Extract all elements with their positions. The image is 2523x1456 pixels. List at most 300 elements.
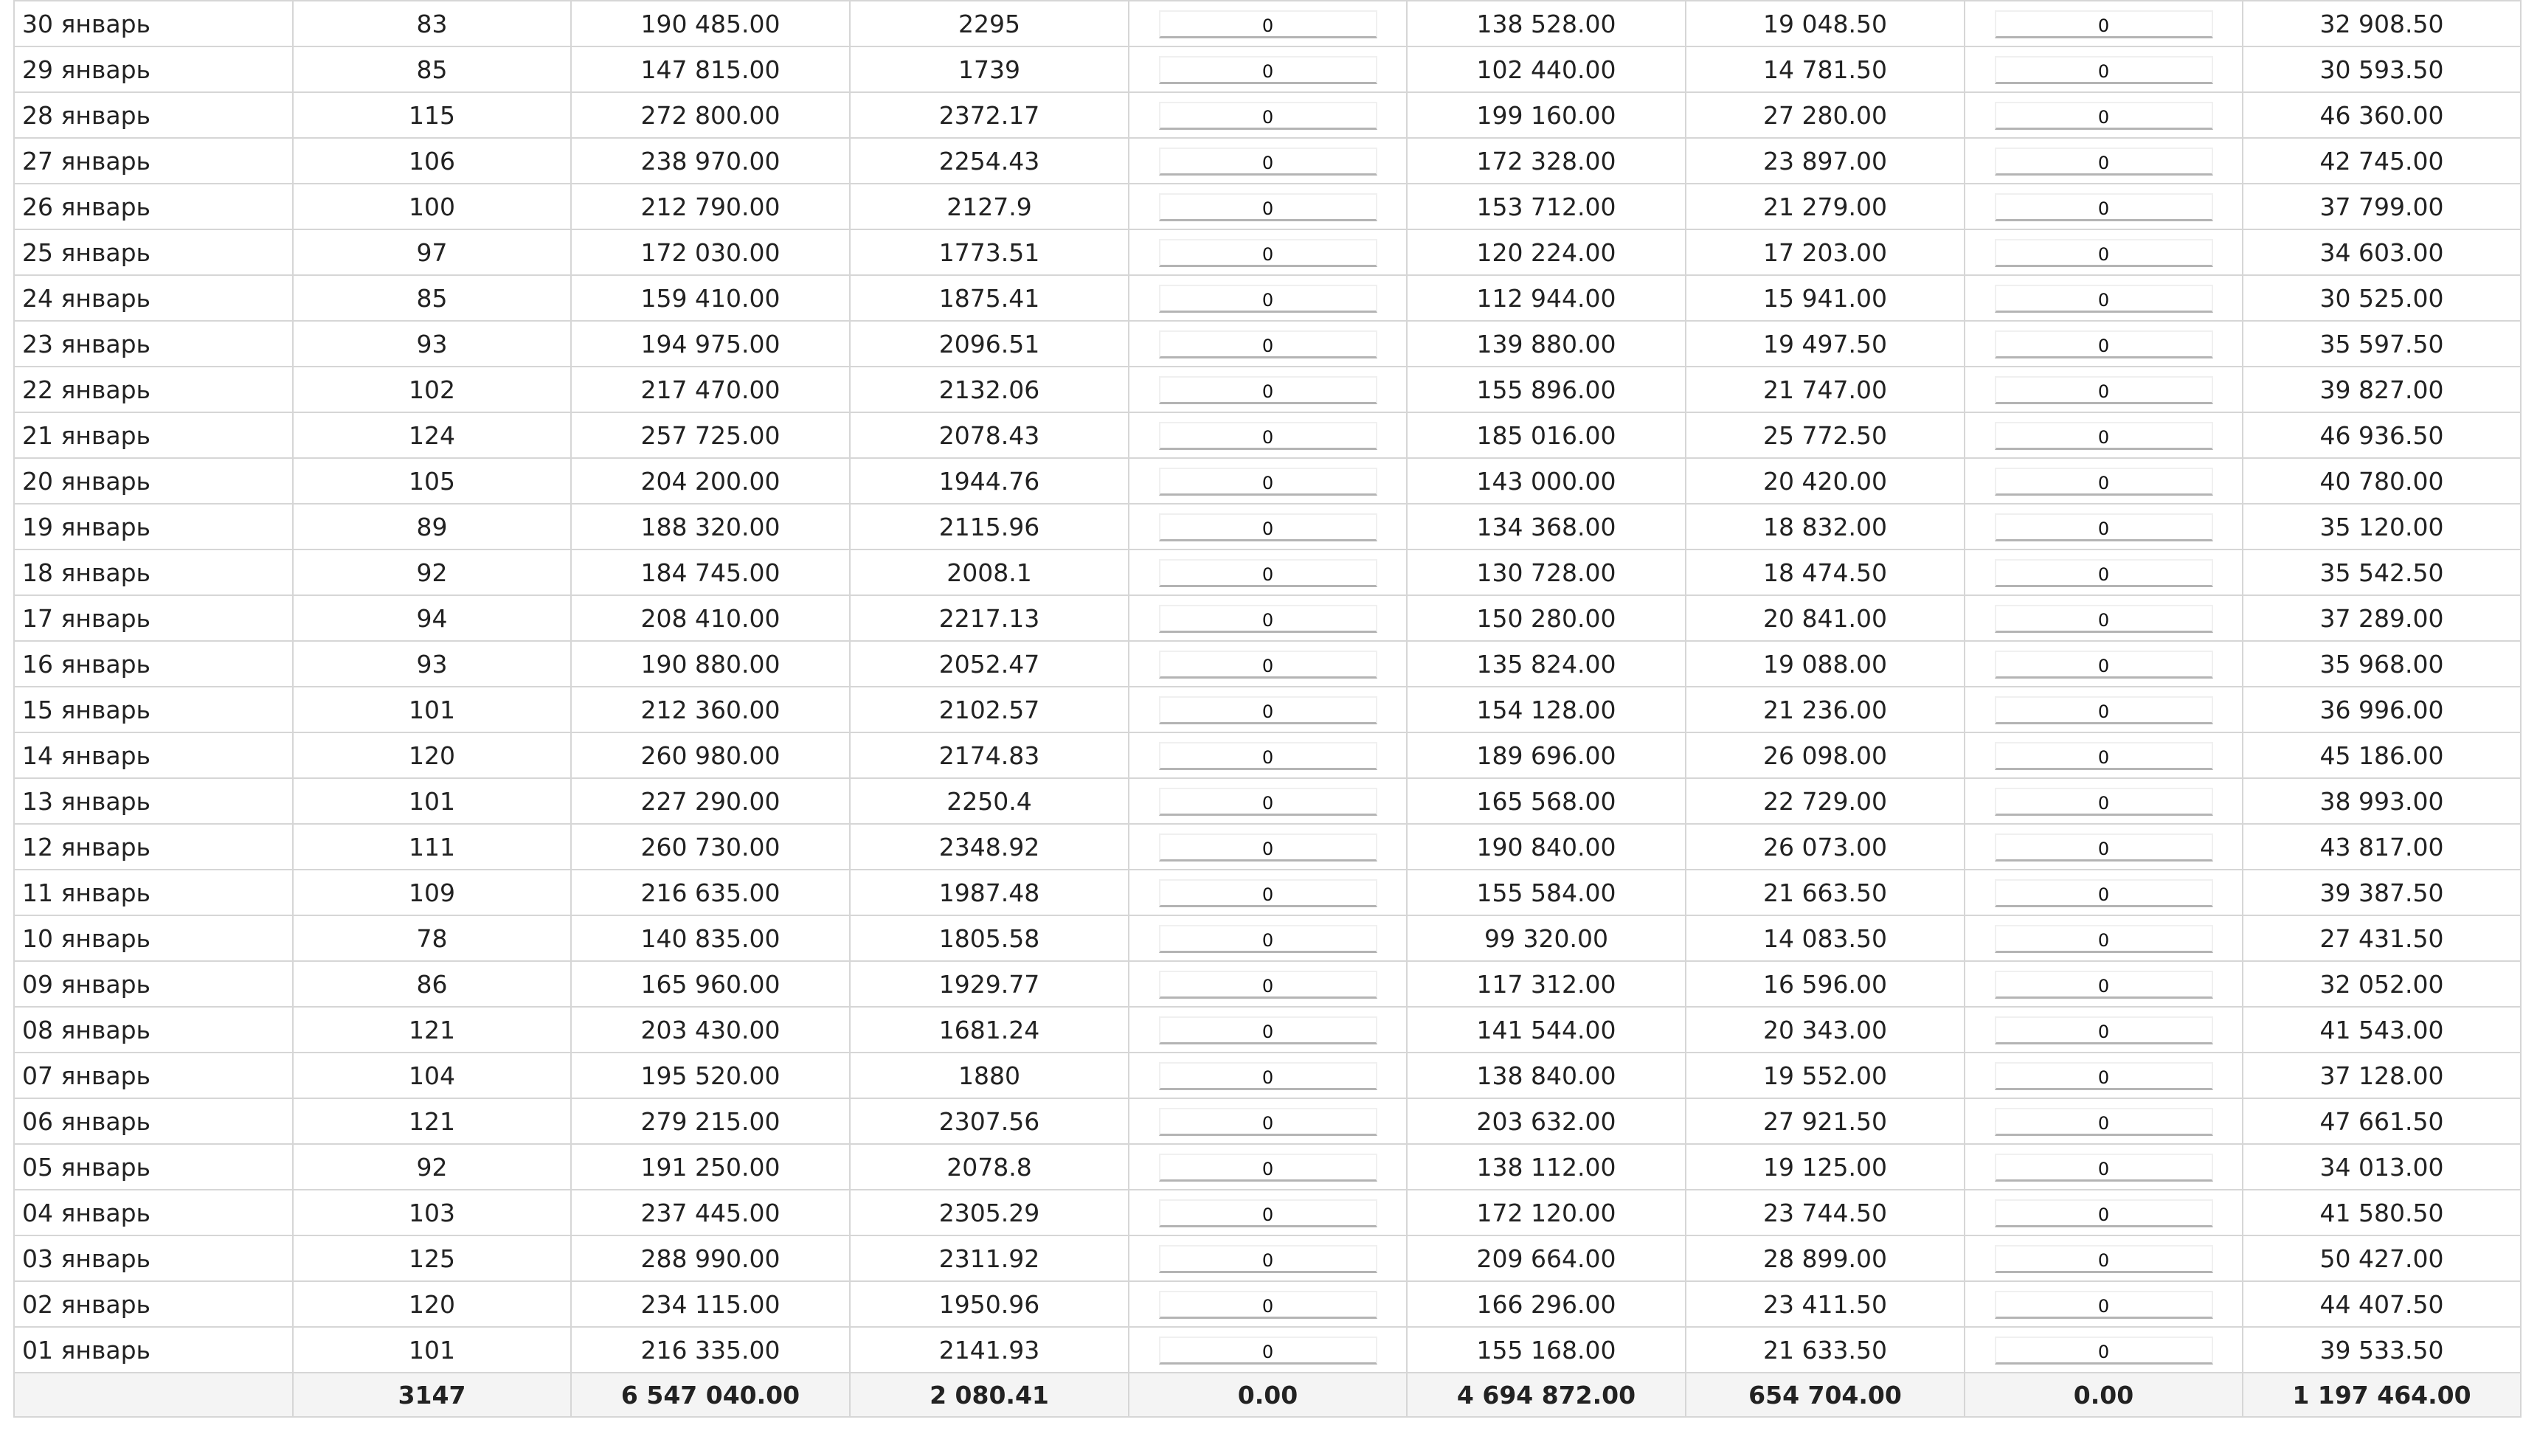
amount-cell-1: 112 944.00 [1407,275,1686,321]
amount-cell-3: 34 013.00 [2243,1144,2521,1190]
input-cell-2 [1965,229,2243,275]
value-input-2[interactable]: 0 [1995,788,2213,816]
average-cell: 2250.4 [850,778,1129,824]
table-row [14,732,2521,778]
input-cell-1 [1129,138,1407,184]
amount-cell-2: 23 411.50 [1686,1281,1965,1327]
average-cell: 2127.9 [850,184,1129,229]
average-cell: 2305.29 [850,1190,1129,1235]
table-row [14,275,2521,321]
date-cell: 23 январь [14,321,293,367]
value-input-1[interactable]: 0 [1159,376,1377,404]
sum-cell: 188 320.00 [571,504,850,550]
sum-cell: 260 730.00 [571,824,850,870]
value-input-2[interactable]: 0 [1995,285,2213,313]
amount-cell-1: 138 528.00 [1407,1,1686,46]
amount-cell-3: 39 533.50 [2243,1327,2521,1373]
table-row [14,1327,2521,1373]
value-input-2[interactable]: 0 [1995,1154,2213,1182]
amount-cell-1: 203 632.00 [1407,1098,1686,1144]
amount-cell-1: 185 016.00 [1407,412,1686,458]
amount-cell-2: 27 921.50 [1686,1098,1965,1144]
average-cell: 2372.17 [850,92,1129,138]
totals-row [14,1373,2521,1417]
table-row [14,915,2521,961]
date-cell: 25 январь [14,229,293,275]
amount-cell-2: 23 897.00 [1686,138,1965,184]
input-cell-1 [1129,915,1407,961]
amount-cell-2: 27 280.00 [1686,92,1965,138]
table-row [14,184,2521,229]
input-cell-1 [1129,778,1407,824]
value-input-1[interactable]: 0 [1159,651,1377,679]
amount-cell-1: 99 320.00 [1407,915,1686,961]
value-input-1[interactable]: 0 [1159,696,1377,724]
amount-cell-1: 139 880.00 [1407,321,1686,367]
amount-cell-2: 21 663.50 [1686,870,1965,915]
table-row [14,778,2521,824]
table-row [14,1144,2521,1190]
sum-cell: 216 335.00 [571,1327,850,1373]
sum-cell: 217 470.00 [571,367,850,412]
average-cell: 1773.51 [850,229,1129,275]
input-cell-1 [1129,687,1407,732]
average-cell: 2078.8 [850,1144,1129,1190]
amount-cell-2: 26 073.00 [1686,824,1965,870]
table-row [14,870,2521,915]
amount-cell-3: 41 543.00 [2243,1007,2521,1053]
total-amount-cell-2: 654 704.00 [1686,1373,1965,1417]
input-cell-2 [1965,1053,2243,1098]
amount-cell-3: 35 120.00 [2243,504,2521,550]
value-input-1[interactable]: 0 [1159,925,1377,953]
amount-cell-3: 30 525.00 [2243,275,2521,321]
input-cell-2 [1965,732,2243,778]
input-cell-2 [1965,961,2243,1007]
date-cell: 18 январь [14,550,293,595]
value-input-2[interactable]: 0 [1995,1245,2213,1273]
value-input-2[interactable]: 0 [1995,879,2213,907]
value-input-2[interactable]: 0 [1995,330,2213,358]
count-cell: 104 [293,1053,571,1098]
input-cell-1 [1129,732,1407,778]
count-cell: 89 [293,504,571,550]
amount-cell-3: 30 593.50 [2243,46,2521,92]
value-input-1[interactable]: 0 [1159,239,1377,267]
amount-cell-3: 27 431.50 [2243,915,2521,961]
amount-cell-1: 209 664.00 [1407,1235,1686,1281]
amount-cell-1: 102 440.00 [1407,46,1686,92]
value-input-2[interactable]: 0 [1995,376,2213,404]
date-cell: 09 январь [14,961,293,1007]
sum-cell: 195 520.00 [571,1053,850,1098]
average-cell: 2307.56 [850,1098,1129,1144]
sum-cell: 159 410.00 [571,275,850,321]
amount-cell-1: 199 160.00 [1407,92,1686,138]
value-input-1[interactable]: 0 [1159,1154,1377,1182]
table-row [14,46,2521,92]
count-cell: 85 [293,275,571,321]
amount-cell-3: 32 052.00 [2243,961,2521,1007]
sum-cell: 234 115.00 [571,1281,850,1327]
sum-cell: 237 445.00 [571,1190,850,1235]
value-input-2[interactable]: 0 [1995,1199,2213,1227]
input-cell-1 [1129,1281,1407,1327]
value-input-1[interactable]: 0 [1159,330,1377,358]
input-cell-1 [1129,870,1407,915]
amount-cell-3: 41 580.50 [2243,1190,2521,1235]
table-row [14,961,2521,1007]
amount-cell-2: 19 552.00 [1686,1053,1965,1098]
input-cell-1 [1129,1144,1407,1190]
amount-cell-2: 17 203.00 [1686,229,1965,275]
input-cell-1 [1129,46,1407,92]
amount-cell-2: 21 279.00 [1686,184,1965,229]
amount-cell-3: 39 387.50 [2243,870,2521,915]
value-input-2[interactable]: 0 [1995,1291,2213,1319]
date-cell: 28 январь [14,92,293,138]
value-input-1[interactable]: 0 [1159,1337,1377,1365]
value-input-1[interactable]: 0 [1159,971,1377,999]
value-input-2[interactable]: 0 [1995,742,2213,770]
value-input-2[interactable]: 0 [1995,102,2213,130]
amount-cell-1: 165 568.00 [1407,778,1686,824]
value-input-2[interactable]: 0 [1995,513,2213,541]
average-cell: 2348.92 [850,824,1129,870]
total-sum-cell: 6 547 040.00 [571,1373,850,1417]
table-row [14,1,2521,46]
amount-cell-2: 28 899.00 [1686,1235,1965,1281]
value-input-1[interactable]: 0 [1159,559,1377,587]
value-input-2[interactable]: 0 [1995,193,2213,221]
amount-cell-3: 46 936.50 [2243,412,2521,458]
input-cell-2 [1965,92,2243,138]
input-cell-2 [1965,595,2243,641]
table-row [14,138,2521,184]
amount-cell-3: 37 799.00 [2243,184,2521,229]
amount-cell-2: 14 083.50 [1686,915,1965,961]
total-amount-cell-3: 1 197 464.00 [2243,1373,2521,1417]
date-cell: 15 январь [14,687,293,732]
value-input-2[interactable]: 0 [1995,422,2213,450]
value-input-2[interactable]: 0 [1995,1016,2213,1044]
input-cell-2 [1965,367,2243,412]
amount-cell-3: 35 597.50 [2243,321,2521,367]
amount-cell-1: 117 312.00 [1407,961,1686,1007]
average-cell: 2217.13 [850,595,1129,641]
value-input-1[interactable]: 0 [1159,879,1377,907]
input-cell-1 [1129,458,1407,504]
daily-report-table [13,0,2522,1418]
input-cell-1 [1129,1327,1407,1373]
value-input-2[interactable]: 0 [1995,56,2213,84]
count-cell: 115 [293,92,571,138]
input-cell-1 [1129,824,1407,870]
table-row [14,1235,2521,1281]
value-input-2[interactable]: 0 [1995,559,2213,587]
input-cell-2 [1965,870,2243,915]
value-input-1[interactable]: 0 [1159,10,1377,38]
amount-cell-3: 42 745.00 [2243,138,2521,184]
table-row [14,92,2521,138]
amount-cell-3: 35 968.00 [2243,641,2521,687]
count-cell: 83 [293,1,571,46]
count-cell: 121 [293,1007,571,1053]
amount-cell-2: 19 497.50 [1686,321,1965,367]
average-cell: 2052.47 [850,641,1129,687]
date-cell: 12 январь [14,824,293,870]
input-cell-2 [1965,46,2243,92]
average-cell: 2096.51 [850,321,1129,367]
amount-cell-1: 154 128.00 [1407,687,1686,732]
input-cell-1 [1129,1190,1407,1235]
date-cell: 19 январь [14,504,293,550]
input-cell-2 [1965,778,2243,824]
count-cell: 125 [293,1235,571,1281]
count-cell: 97 [293,229,571,275]
count-cell: 86 [293,961,571,1007]
count-cell: 106 [293,138,571,184]
amount-cell-2: 20 343.00 [1686,1007,1965,1053]
sum-cell: 190 880.00 [571,641,850,687]
date-cell: 07 январь [14,1053,293,1098]
average-cell: 2115.96 [850,504,1129,550]
sum-cell: 165 960.00 [571,961,850,1007]
input-cell-2 [1965,687,2243,732]
input-cell-2 [1965,412,2243,458]
sum-cell: 184 745.00 [571,550,850,595]
input-cell-1 [1129,1053,1407,1098]
value-input-1[interactable]: 0 [1159,605,1377,633]
input-cell-2 [1965,915,2243,961]
date-cell: 27 январь [14,138,293,184]
value-input-1[interactable]: 0 [1159,742,1377,770]
value-input-1[interactable]: 0 [1159,513,1377,541]
sum-cell: 288 990.00 [571,1235,850,1281]
value-input-2[interactable]: 0 [1995,1108,2213,1136]
value-input-2[interactable]: 0 [1995,148,2213,176]
count-cell: 120 [293,1281,571,1327]
date-cell: 05 январь [14,1144,293,1190]
date-cell: 13 январь [14,778,293,824]
input-cell-1 [1129,184,1407,229]
average-cell: 1805.58 [850,915,1129,961]
count-cell: 101 [293,687,571,732]
value-input-1[interactable]: 0 [1159,102,1377,130]
sum-cell: 191 250.00 [571,1144,850,1190]
input-cell-2 [1965,1327,2243,1373]
input-cell-2 [1965,184,2243,229]
total-count-cell: 3147 [293,1373,571,1417]
amount-cell-2: 18 832.00 [1686,504,1965,550]
date-cell: 16 январь [14,641,293,687]
sum-cell: 204 200.00 [571,458,850,504]
value-input-1[interactable]: 0 [1159,1016,1377,1044]
average-cell: 1880 [850,1053,1129,1098]
input-cell-2 [1965,504,2243,550]
input-cell-1 [1129,1007,1407,1053]
sum-cell: 227 290.00 [571,778,850,824]
value-input-2[interactable]: 0 [1995,1337,2213,1365]
table-row [14,641,2521,687]
amount-cell-2: 22 729.00 [1686,778,1965,824]
sum-cell: 238 970.00 [571,138,850,184]
total-input-cell-2: 0.00 [1965,1373,2243,1417]
amount-cell-2: 19 125.00 [1686,1144,1965,1190]
count-cell: 102 [293,367,571,412]
value-input-2[interactable]: 0 [1995,696,2213,724]
input-cell-2 [1965,1098,2243,1144]
input-cell-1 [1129,595,1407,641]
sum-cell: 279 215.00 [571,1098,850,1144]
value-input-1[interactable]: 0 [1159,56,1377,84]
count-cell: 78 [293,915,571,961]
amount-cell-1: 153 712.00 [1407,184,1686,229]
amount-cell-1: 135 824.00 [1407,641,1686,687]
value-input-2[interactable]: 0 [1995,833,2213,862]
count-cell: 101 [293,1327,571,1373]
date-cell: 08 январь [14,1007,293,1053]
amount-cell-2: 23 744.50 [1686,1190,1965,1235]
date-cell: 01 январь [14,1327,293,1373]
average-cell: 2008.1 [850,550,1129,595]
input-cell-2 [1965,1,2243,46]
input-cell-1 [1129,641,1407,687]
amount-cell-1: 190 840.00 [1407,824,1686,870]
value-input-1[interactable]: 0 [1159,1199,1377,1227]
value-input-1[interactable]: 0 [1159,148,1377,176]
amount-cell-2: 19 048.50 [1686,1,1965,46]
amount-cell-3: 45 186.00 [2243,732,2521,778]
value-input-1[interactable]: 0 [1159,1291,1377,1319]
value-input-1[interactable]: 0 [1159,833,1377,862]
average-cell: 1944.76 [850,458,1129,504]
value-input-1[interactable]: 0 [1159,1062,1377,1090]
average-cell: 2102.57 [850,687,1129,732]
table-row [14,1281,2521,1327]
value-input-1[interactable]: 0 [1159,468,1377,496]
value-input-1[interactable]: 0 [1159,193,1377,221]
total-average-cell: 2 080.41 [850,1373,1129,1417]
amount-cell-1: 172 328.00 [1407,138,1686,184]
amount-cell-1: 150 280.00 [1407,595,1686,641]
value-input-1[interactable]: 0 [1159,422,1377,450]
amount-cell-3: 32 908.50 [2243,1,2521,46]
amount-cell-1: 120 224.00 [1407,229,1686,275]
table-row [14,1190,2521,1235]
input-cell-1 [1129,1235,1407,1281]
amount-cell-3: 34 603.00 [2243,229,2521,275]
value-input-1[interactable]: 0 [1159,1245,1377,1273]
amount-cell-1: 155 168.00 [1407,1327,1686,1373]
value-input-2[interactable]: 0 [1995,468,2213,496]
average-cell: 1987.48 [850,870,1129,915]
sum-cell: 203 430.00 [571,1007,850,1053]
average-cell: 1681.24 [850,1007,1129,1053]
value-input-1[interactable]: 0 [1159,1108,1377,1136]
sum-cell: 216 635.00 [571,870,850,915]
amount-cell-2: 26 098.00 [1686,732,1965,778]
date-cell: 14 январь [14,732,293,778]
date-cell: 06 январь [14,1098,293,1144]
amount-cell-2: 21 747.00 [1686,367,1965,412]
amount-cell-1: 141 544.00 [1407,1007,1686,1053]
input-cell-1 [1129,275,1407,321]
count-cell: 92 [293,1144,571,1190]
amount-cell-1: 130 728.00 [1407,550,1686,595]
amount-cell-1: 189 696.00 [1407,732,1686,778]
table-row [14,550,2521,595]
date-cell: 03 январь [14,1235,293,1281]
count-cell: 124 [293,412,571,458]
value-input-2[interactable]: 0 [1995,651,2213,679]
input-cell-1 [1129,504,1407,550]
amount-cell-1: 138 112.00 [1407,1144,1686,1190]
value-input-2[interactable]: 0 [1995,10,2213,38]
sum-cell: 140 835.00 [571,915,850,961]
input-cell-2 [1965,1144,2243,1190]
total-input-cell-1: 0.00 [1129,1373,1407,1417]
average-cell: 2311.92 [850,1235,1129,1281]
amount-cell-2: 20 420.00 [1686,458,1965,504]
date-cell: 20 январь [14,458,293,504]
count-cell: 101 [293,778,571,824]
amount-cell-2: 20 841.00 [1686,595,1965,641]
count-cell: 111 [293,824,571,870]
amount-cell-3: 37 289.00 [2243,595,2521,641]
date-cell: 17 январь [14,595,293,641]
value-input-2[interactable]: 0 [1995,605,2213,633]
amount-cell-1: 155 896.00 [1407,367,1686,412]
table-row [14,687,2521,732]
date-cell: 30 январь [14,1,293,46]
value-input-1[interactable]: 0 [1159,285,1377,313]
count-cell: 120 [293,732,571,778]
input-cell-2 [1965,321,2243,367]
amount-cell-1: 155 584.00 [1407,870,1686,915]
value-input-2[interactable]: 0 [1995,1062,2213,1090]
date-cell: 21 январь [14,412,293,458]
amount-cell-3: 38 993.00 [2243,778,2521,824]
amount-cell-2: 18 474.50 [1686,550,1965,595]
value-input-2[interactable]: 0 [1995,239,2213,267]
sum-cell: 194 975.00 [571,321,850,367]
value-input-2[interactable]: 0 [1995,971,2213,999]
amount-cell-3: 43 817.00 [2243,824,2521,870]
value-input-2[interactable]: 0 [1995,925,2213,953]
table-row [14,367,2521,412]
amount-cell-2: 15 941.00 [1686,275,1965,321]
table-row [14,321,2521,367]
sum-cell: 172 030.00 [571,229,850,275]
amount-cell-1: 143 000.00 [1407,458,1686,504]
input-cell-2 [1965,641,2243,687]
count-cell: 105 [293,458,571,504]
sum-cell: 257 725.00 [571,412,850,458]
input-cell-2 [1965,1281,2243,1327]
amount-cell-3: 47 661.50 [2243,1098,2521,1144]
value-input-1[interactable]: 0 [1159,788,1377,816]
amount-cell-3: 39 827.00 [2243,367,2521,412]
input-cell-2 [1965,824,2243,870]
table-row [14,1053,2521,1098]
input-cell-2 [1965,550,2243,595]
average-cell: 2141.93 [850,1327,1129,1373]
amount-cell-2: 25 772.50 [1686,412,1965,458]
average-cell: 1739 [850,46,1129,92]
date-cell: 02 январь [14,1281,293,1327]
amount-cell-3: 37 128.00 [2243,1053,2521,1098]
